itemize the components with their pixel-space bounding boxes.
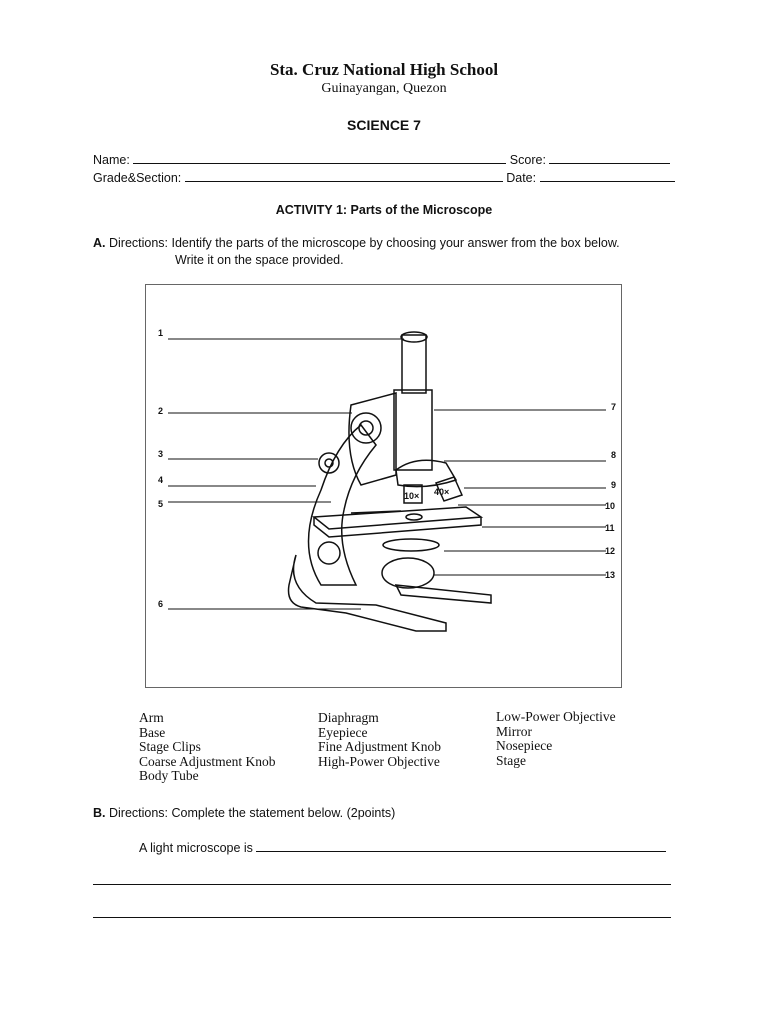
name-line bbox=[133, 151, 506, 164]
choice-item: Diaphragm bbox=[318, 710, 379, 725]
diaphragm-shape bbox=[383, 539, 439, 551]
mirror-shape bbox=[382, 558, 434, 588]
section-a-line2: Write it on the space provided. bbox=[175, 253, 344, 267]
choice-item: High-Power Objective bbox=[318, 753, 440, 769]
label-leader-lines bbox=[168, 339, 606, 609]
section-b-directions bbox=[93, 806, 395, 820]
choices-column-1 bbox=[139, 711, 276, 784]
diagram-label-8: 8 bbox=[611, 450, 617, 460]
section-a-line1: Directions: Identify the parts of the microscope by choosing your answer from the box below. bbox=[108, 236, 620, 250]
diagram-label-2: 2 bbox=[158, 406, 164, 416]
diagram-label-9: 9 bbox=[611, 480, 617, 490]
answer-line-3[interactable] bbox=[93, 917, 671, 918]
statement-line bbox=[256, 839, 666, 852]
stage-shape bbox=[314, 507, 481, 529]
diagram-label-12: 12 bbox=[605, 546, 616, 556]
section-b-letter: B. bbox=[93, 806, 106, 820]
objective-mark-10: 10× bbox=[404, 491, 420, 501]
name-field[interactable] bbox=[93, 151, 670, 167]
statement-field[interactable] bbox=[139, 839, 666, 855]
diagram-label-10: 10 bbox=[605, 501, 616, 511]
diagram-label-7: 7 bbox=[611, 402, 617, 412]
diagram-label-11: 11 bbox=[605, 523, 615, 533]
date-line bbox=[540, 169, 675, 182]
choice-item: Base bbox=[139, 724, 166, 740]
grade-section-field[interactable] bbox=[93, 169, 675, 185]
activity-title: ACTIVITY 1: Parts of the Microscope bbox=[275, 203, 493, 217]
arm-shape bbox=[309, 425, 377, 585]
choice-item: Mirror bbox=[496, 723, 532, 739]
choices-column-3 bbox=[496, 710, 616, 768]
lower-knob bbox=[318, 542, 340, 564]
choice-item: Arm bbox=[139, 710, 164, 725]
diagram-label-6: 6 bbox=[158, 599, 164, 609]
choice-item: Nosepiece bbox=[496, 738, 553, 753]
diagram-label-1: 1 bbox=[158, 328, 164, 338]
score-line bbox=[549, 151, 670, 164]
diagram-label-13: 13 bbox=[605, 570, 616, 580]
statement-text: A light microscope is bbox=[139, 841, 253, 855]
section-b-text: Directions: Complete the statement below. (2points) bbox=[108, 806, 396, 820]
section-a-letter: A. bbox=[93, 236, 106, 250]
section-a-directions bbox=[93, 235, 678, 252]
choice-item: Low-Power Objective bbox=[496, 709, 616, 724]
microscope-diagram bbox=[145, 284, 622, 688]
diagram-label-5: 5 bbox=[158, 499, 164, 509]
coarse-knob-shape bbox=[351, 413, 381, 443]
answer-line-2[interactable] bbox=[93, 884, 671, 885]
diagram-label-3: 3 bbox=[158, 449, 164, 459]
choices-column-2 bbox=[318, 711, 441, 769]
subject-title: SCIENCE 7 bbox=[347, 117, 421, 133]
diagram-label-4: 4 bbox=[158, 475, 164, 485]
date-label: Date: bbox=[506, 171, 537, 185]
choice-item: Eyepiece bbox=[318, 724, 368, 740]
grade-section-line bbox=[185, 169, 503, 182]
name-label: Name: bbox=[93, 153, 130, 167]
microscope-drawing bbox=[146, 285, 623, 689]
body-tube-shape bbox=[394, 390, 432, 470]
choice-item: Fine Adjustment Knob bbox=[318, 739, 442, 754]
eyepiece-top bbox=[401, 332, 427, 342]
choice-item: Coarse Adjustment Knob bbox=[139, 753, 276, 769]
objective-mark-40: 40× bbox=[434, 487, 450, 497]
school-location: Guinayangan, Quezon bbox=[321, 81, 447, 96]
school-name: Sta. Cruz National High School bbox=[269, 60, 499, 79]
grade-section-label: Grade&Section: bbox=[93, 171, 182, 185]
score-label: Score: bbox=[509, 153, 546, 167]
choice-item: Stage Clips bbox=[139, 739, 201, 754]
nosepiece-shape bbox=[396, 460, 456, 486]
choice-item: Body Tube bbox=[139, 768, 199, 783]
choice-item: Stage bbox=[496, 752, 526, 768]
stage-clip-shape bbox=[351, 511, 401, 513]
eyepiece-shape bbox=[402, 335, 426, 393]
